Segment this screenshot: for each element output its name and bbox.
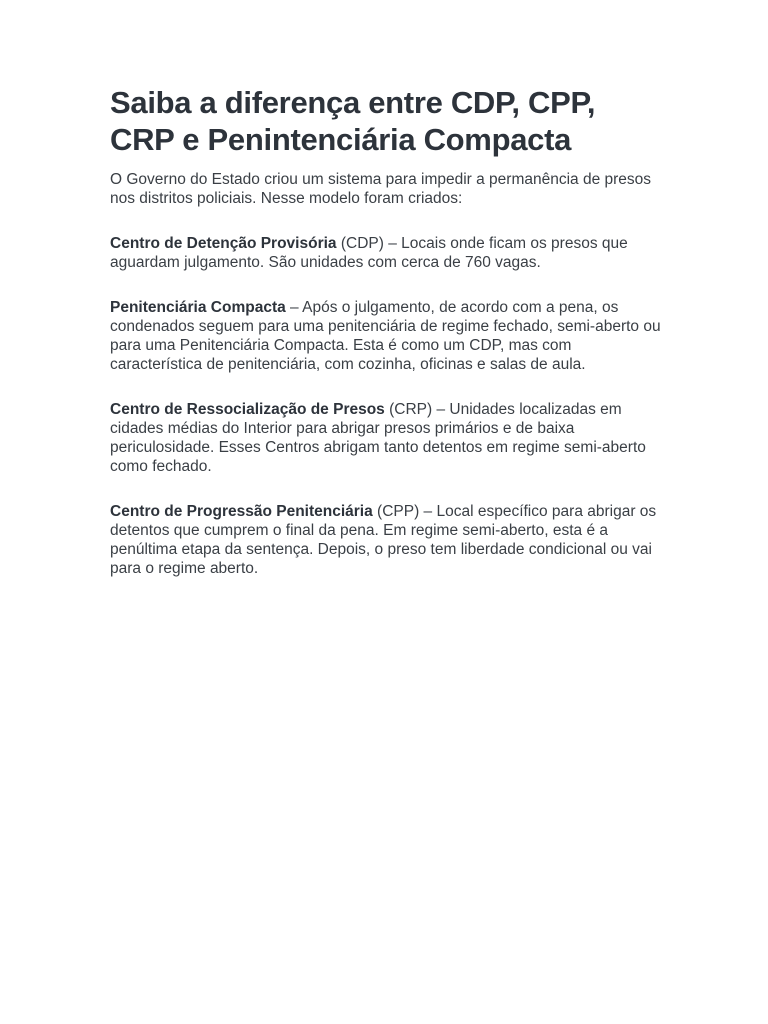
section-penitenciaria-compacta: [110, 298, 662, 374]
section-crp: [110, 400, 662, 476]
article: [110, 84, 662, 604]
section-term: Centro de Detenção Provisória: [110, 235, 337, 252]
section-text: (CDP) – Locais onde ficam os presos que aguardam julgamento. São unidades com cerca de 760 vagas.: [110, 235, 628, 271]
section-cdp: [110, 234, 662, 272]
article-intro: O Governo do Estado criou um sistema para impedir a permanência de presos nos distritos policiais. Nesse modelo foram criados:: [110, 171, 652, 207]
section-cpp: [110, 502, 662, 578]
section-text: (CRP) – Unidades localizadas em cidades médias do Interior para abrigar presos primários e de baixa periculosidade. Esses Centros abrigam tanto detentos em regime semi-aberto como fechado.: [110, 401, 646, 475]
section-term: Penitenciária Compacta: [110, 299, 286, 316]
section-text: – Após o julgamento, de acordo com a pena, os condenados seguem para uma penitenciária de regime fechado, semi-aberto ou para uma Penitenciária Compacta. Esta é como um CDP, mas com característica de penitenciária, com cozinha, oficinas e salas de aula.: [110, 299, 661, 373]
section-term: Centro de Ressocialização de Presos: [110, 401, 385, 418]
section-text: (CPP) – Local específico para abrigar os detentos que cumprem o final da pena. Em regime semi-aberto, esta é a penúltima etapa da sentença. Depois, o preso tem liberdade condicional ou vai para o regime aberto.: [110, 503, 657, 577]
article-title: Saiba a diferença entre CDP, CPP, CRP e Penintenciária Compacta: [110, 85, 596, 157]
section-term: Centro de Progressão Penitenciária: [110, 503, 373, 520]
